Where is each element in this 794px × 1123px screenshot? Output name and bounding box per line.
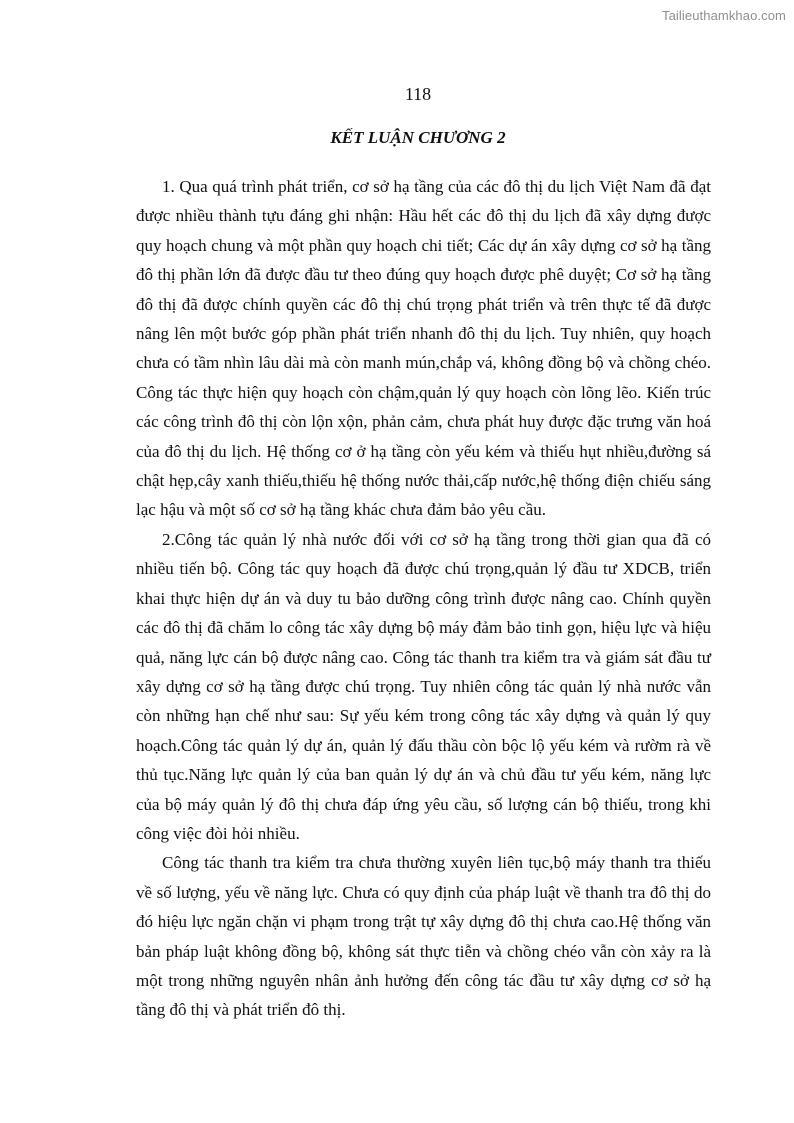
document-body (136, 172, 711, 1025)
page-number: 118 (404, 84, 432, 104)
watermark-text: Tailieuthamkhao.com (661, 8, 786, 23)
body-paragraph-2: 2.Công tác quản lý nhà nước đối với cơ sở hạ tầng trong thời gian qua đã có nhiều tiến bộ. Công tác quy hoạch đã được chú trọng,quản lý đầu tư XDCB, triển khai thực hiện dự án và duy tu bảo dưỡng công trình được nâng cao. Chính quyền các đô thị đã chăm lo công tác xây dựng bộ máy đảm bảo tinh gọn, hiệu lực và hiệu quả, năng lực cán bộ được nâng cao. Công tác thanh tra kiểm tra và giám sát đầu tư xây dựng cơ sở hạ tầng được chú trọng. Tuy nhiên công tác quản lý nhà nước vẫn còn những hạn chế như sau: Sự yếu kém trong công tác xây dựng và quản lý quy hoạch.Công tác quản lý dự án, quản lý đấu thầu còn bộc lộ yếu kém và rườm rà về thủ tục.Năng lực quản lý của ban quản lý dự án và chủ đầu tư yếu kém, năng lực của bộ máy quản lý đô thị chưa đáp ứng yêu cầu, số lượng cán bộ thiếu, trong khi công việc đòi hỏi nhiều. (136, 529, 711, 843)
chapter-title: KẾT LUẬN CHƯƠNG 2 (330, 128, 506, 147)
body-paragraph-3: Công tác thanh tra kiểm tra chưa thường xuyên liên tục,bộ máy thanh tra thiếu về số lượng, yếu về năng lực. Chưa có quy định của pháp luật về thanh tra đô thị do đó hiệu lực ngăn chặn vi phạm trong trật tự xây dựng đô thị chưa cao.Hệ thống văn bản pháp luật không đồng bộ, không sát thực tiễn và chồng chéo vẫn còn xảy ra là một trong những nguyên nhân ảnh hưởng đến công tác đầu tư xây dựng cơ sở hạ tầng đô thị và phát triển đô thị. (136, 853, 711, 1020)
body-paragraph-1: 1. Qua quá trình phát triển, cơ sở hạ tầng của các đô thị du lịch Việt Nam đã đạt được nhiều thành tựu đáng ghi nhận: Hầu hết các đô thị du lịch đã xây dựng được quy hoạch chung và một phần quy hoạch chi tiết; Các dự án xây dựng cơ sở hạ tầng đô thị phần lớn đã được đầu tư theo đúng quy hoạch được phê duyệt; Cơ sở hạ tầng đô thị đã được chính quyền các đô thị chú trọng phát triển và trên thực tế đã được nâng lên một bước góp phần phát triển nhanh đô thị du lịch. Tuy nhiên, quy hoạch chưa có tầm nhìn lâu dài mà còn manh mún,chắp vá, không đồng bộ và chồng chéo. Công tác thực hiện quy hoạch còn chậm,quản lý quy hoạch còn lõng lẽo. Kiến trúc các công trình đô thị còn lộn xộn, phản cảm, chưa phát huy được đặc trưng văn hoá của đô thị du lịch. Hệ thống cơ ở hạ tầng còn yếu kém và thiếu hụt nhiều,đường sá chật hẹp,cây xanh thiếu,thiếu hệ thống nước thải,cấp nước,hệ thống điện chiếu sáng lạc hậu và một số cơ sở hạ tầng khác chưa đảm bảo yêu cầu. (136, 177, 711, 520)
